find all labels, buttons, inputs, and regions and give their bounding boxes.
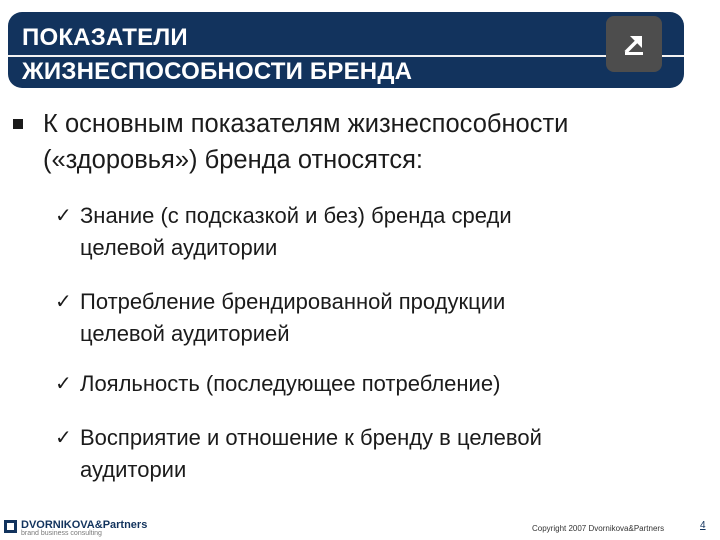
slide-title-line-1: ПОКАЗАТЕЛИ xyxy=(22,24,188,51)
copyright-text: Copyright 2007 Dvornikova&Partners xyxy=(532,524,665,533)
company-logo xyxy=(4,519,179,539)
list-item-line-1: Знание (с подсказкой и без) бренда среди xyxy=(80,203,512,228)
list-item-line-2: целевой аудитории xyxy=(80,235,278,260)
title-bar xyxy=(8,12,684,88)
main-bullet-line-2: («здоровья») бренда относятся: xyxy=(43,146,423,174)
arrow-up-right-icon xyxy=(606,16,662,72)
slide-title xyxy=(22,21,412,88)
checkmark-icon: ✓ xyxy=(55,291,72,313)
list-item xyxy=(55,422,703,486)
list-item-line-2: целевой аудиторией xyxy=(80,321,290,346)
slide-title-line-2: ЖИЗНЕСПОСОБНОСТИ БРЕНДА xyxy=(22,58,413,85)
checkmark-icon: ✓ xyxy=(55,373,72,395)
list-item xyxy=(55,286,703,350)
page-number: 4 xyxy=(700,520,706,531)
checkmark-icon: ✓ xyxy=(55,427,72,449)
logo-mark-icon xyxy=(4,520,17,533)
list-item-line-1: Лояльность (последующее потребление) xyxy=(80,371,501,396)
logo-tagline: brand business consulting xyxy=(21,530,102,537)
list-item xyxy=(55,200,703,264)
list-item xyxy=(55,368,703,400)
checkmark-icon: ✓ xyxy=(55,205,72,227)
square-bullet-icon xyxy=(13,119,23,129)
list-item-line-2: аудитории xyxy=(80,457,187,482)
list-item-line-1: Восприятие и отношение к бренду в целевой xyxy=(80,425,542,450)
list-item-line-1: Потребление брендированной продукции xyxy=(80,289,506,314)
logo-name: DVORNIKOVA&Partners xyxy=(21,519,148,531)
main-bullet xyxy=(13,106,713,178)
main-bullet-line-1: К основным показателям жизнеспособности xyxy=(43,110,569,138)
